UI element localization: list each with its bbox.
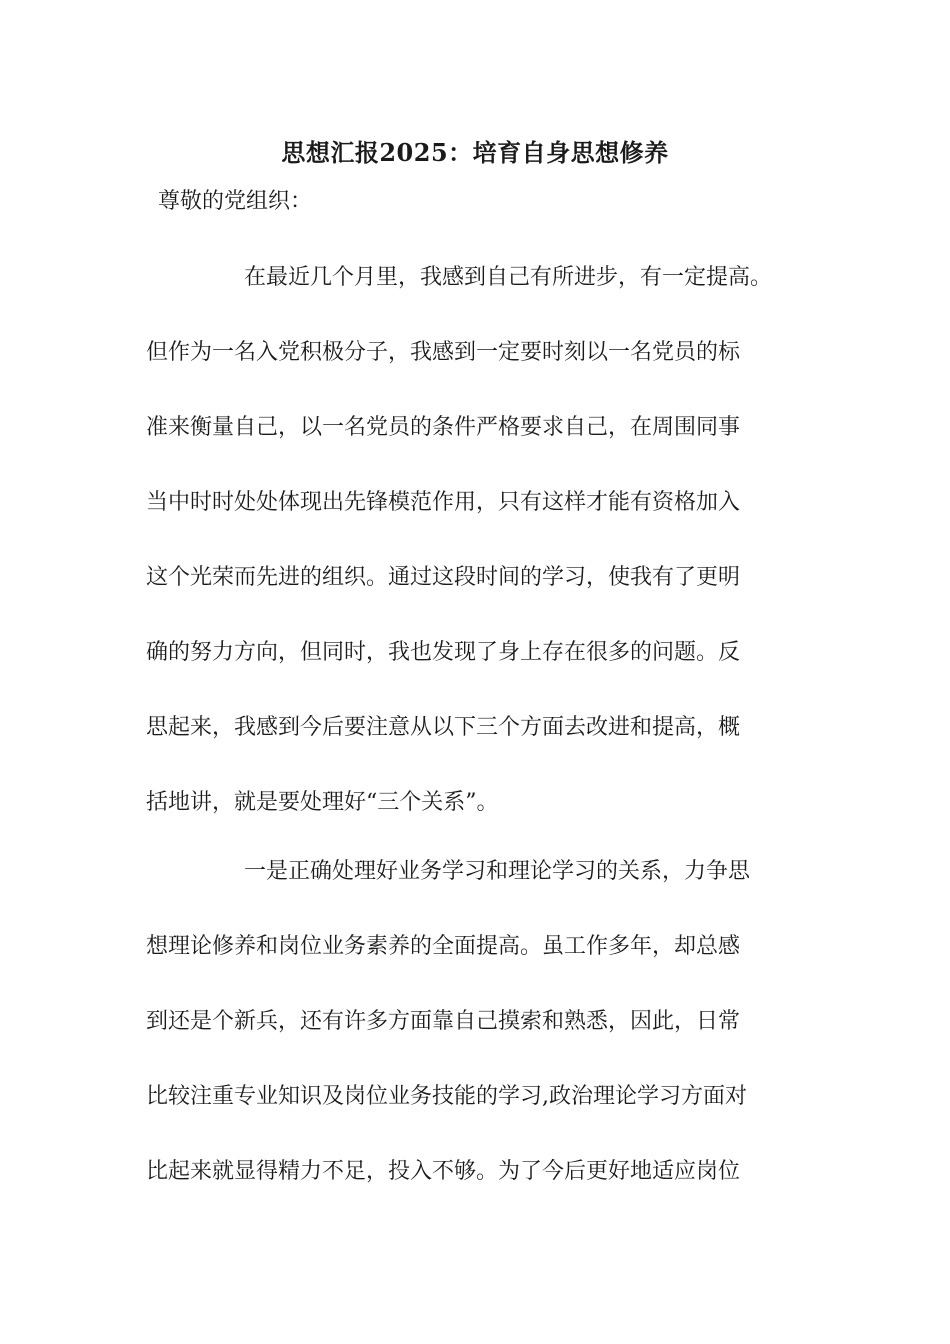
paragraph-line: 比起来就显得精力不足，投入不够。为了今后更好地适应岗位 [146,1159,741,1184]
paragraph-line: 思起来，我感到今后要注意从以下三个方面去改进和提高，概 [146,715,741,740]
salutation: 尊敬的党组织： [158,189,313,214]
paragraph-line: 这个光荣而先进的组织。通过这段时间的学习，使我有了更明 [146,565,741,590]
paragraph-1 [146,240,826,840]
paragraph-line: 准来衡量自己，以一名党员的条件严格要求自己，在周围同事 [146,415,741,440]
paragraph-line: 括地讲，就是要处理好“三个关系”。 [146,790,499,815]
paragraph-line: 在最近几个月里，我感到自己有所进步，有一定提高。 [244,265,773,290]
paragraph-line: 但作为一名入党积极分子，我感到一定要时刻以一名党员的标 [146,340,741,365]
document-title: 思想汇报2025：培育自身思想修养 [281,138,669,167]
paragraph-line: 一是正确处理好业务学习和理论学习的关系，力争思 [244,859,751,884]
paragraph-line: 想理论修养和岗位业务素养的全面提高。虽工作多年，却总感 [146,934,741,959]
paragraph-line: 当中时时处处体现出先锋模范作用，只有这样才能有资格加入 [146,490,741,515]
paragraph-2 [146,834,826,1209]
paragraph-line: 比较注重专业知识及岗位业务技能的学习,政治理论学习方面对 [146,1084,747,1109]
paragraph-line: 到还是个新兵，还有许多方面靠自己摸索和熟悉，因此，日常 [146,1009,741,1034]
paragraph-line: 确的努力方向，但同时，我也发现了身上存在很多的问题。反 [146,640,741,665]
